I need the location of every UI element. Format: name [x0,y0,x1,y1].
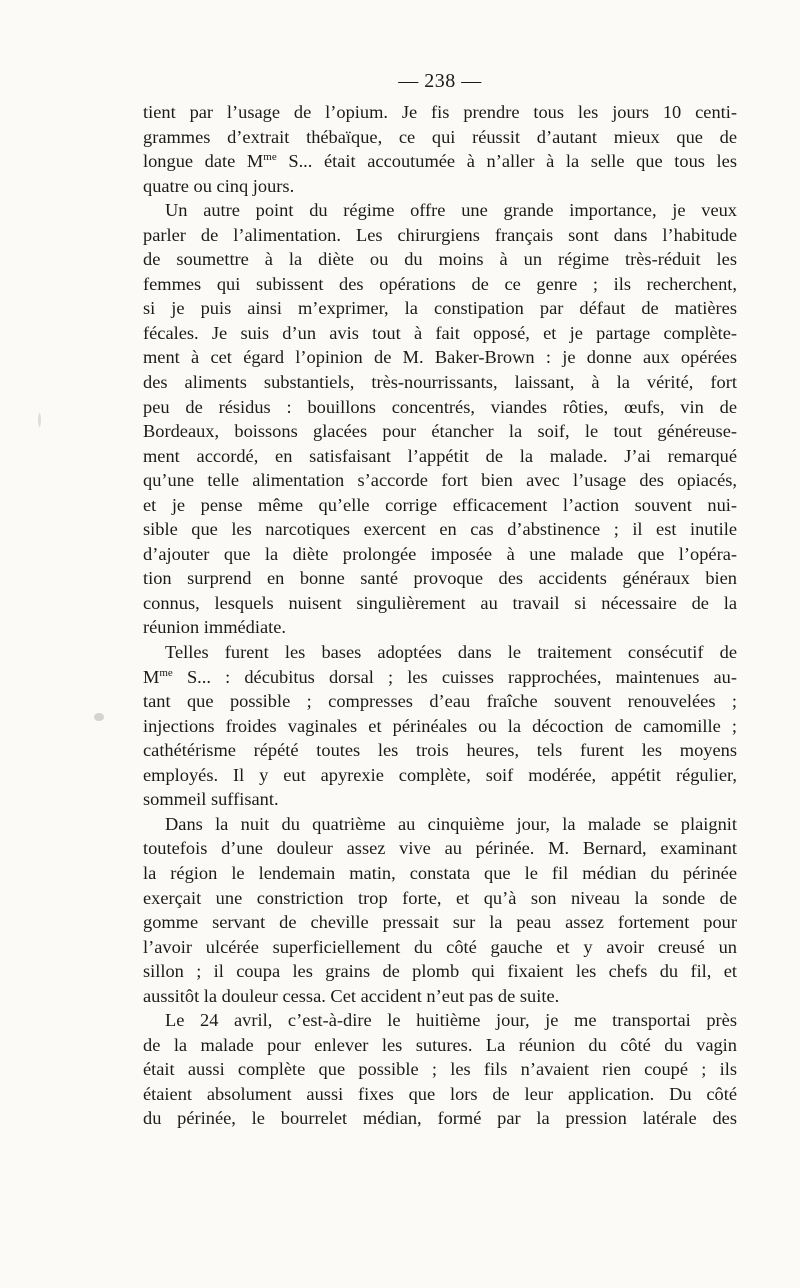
text-line: Bordeaux, boissons glacées pour étancher la soif, le tout généreuse- [143,421,737,442]
text-line: tion surprend en bonne santé provoque des accidents généraux bien [143,568,737,589]
text-line: injections froides vaginales et périnéales ou la décoction de camomille ; [143,715,737,736]
text-line: qu’une telle alimentation s’accorde fort bien avec l’usage des opiacés, [143,470,737,491]
text-fragment: S... : décubitus dorsal ; les cuisses rapprochées, maintenues au- [172,666,737,687]
text-line: ment à cet égard l’opinion de M. Baker-Brown : je donne aux opérées [143,347,737,368]
text-line: et je pense même qu’elle corrige efficacement l’action souvent nui- [143,494,737,515]
text-line: des aliments substantiels, très-nourrissants, laissant, à la vérité, fort [143,372,737,393]
text-line: toutefois d’une douleur assez vive au périnée. M. Bernard, examinant [143,838,737,859]
text-line: étaient absolument aussi fixes que lors de leur application. Du côté [143,1083,737,1104]
text-fragment: M [143,666,160,687]
text-line: Telles furent les bases adoptées dans le traitement consécutif de [165,642,737,663]
text-line: aussitôt la douleur cessa. Cet accident n’eut pas de suite. [143,985,560,1006]
text-line: Un autre point du régime offre une grande importance, je veux [165,200,737,221]
text-line [143,665,737,690]
text-line: parler de l’alimentation. Les chirurgiens français sont dans l’habitude [143,224,737,245]
text-line: Le 24 avril, c’est-à-dire le huitième jour, je me transportai près [165,1010,737,1031]
text-line: quatre ou cinq jours. [143,175,295,196]
text-line: femmes qui subissent des opérations de ce genre ; ils recherchent, [143,273,737,294]
text-line [143,149,737,174]
text-line: de la malade pour enlever les sutures. La réunion du côté du vagin [143,1034,737,1055]
text-line: d’ajouter que la diète prolongée imposée à une malade que l’opéra- [143,543,737,564]
text-line: Dans la nuit du quatrième au cinquième jour, la malade se plaignit [165,813,737,834]
text-line: tient par l’usage de l’opium. Je fis prendre tous les jours 10 centi- [143,102,737,122]
text-line: ment accordé, en satisfaisant l’appétit de la malade. J’ai remarqué [143,445,737,466]
text-line: si je puis ainsi m’exprimer, la constipation par défaut de matières [143,298,737,319]
text-line: du périnée, le bourrelet médian, formé par la pression latérale des [143,1108,737,1129]
text-fragment: longue date M [143,151,264,172]
text-line: sible que les narcotiques exercent en cas d’abstinence ; il est inutile [143,519,737,540]
text-line: de soumettre à la diète ou du moins à un régime très-réduit les [143,249,737,270]
text-line: tant que possible ; compresses d’eau fraîche souvent renouvelées ; [143,691,737,712]
text-line: réunion immédiate. [143,617,286,638]
text-line: grammes d’extrait thébaïque, ce qui réussit d’autant mieux que de [143,126,737,147]
ink-smudge [94,713,104,721]
text-line: sommeil suffisant. [143,789,279,810]
text-line: sillon ; il coupa les grains de plomb qui fixaient les chefs du fil, et [143,961,737,982]
page-number: — 238 — [398,70,482,92]
text-line: fécales. Je suis d’un avis tout à fait opposé, et je partage complète- [143,322,737,343]
text-fragment: S... était accoutumée à n’aller à la selle que tous les [276,151,737,172]
text-line: connus, lesquels nuisent singulièrement au travail si nécessaire de la [143,592,737,613]
ink-smudge [38,413,41,427]
text-line: gomme servant de cheville pressait sur la peau assez fortement pour [143,912,737,933]
text-line: exerçait une constriction trop forte, et qu’à son niveau la sonde de [143,887,737,908]
text-line: employés. Il y eut apyrexie complète, soif modérée, appétit régulier, [143,764,737,785]
text-line: cathétérisme répété toutes les trois heures, tels furent les moyens [143,740,737,761]
superscript: me [263,150,277,163]
text-line: la région le lendemain matin, constata que le fil médian du périnée [143,862,737,883]
text-line: peu de résidus : bouillons concentrés, viandes rôties, œufs, vin de [143,396,737,417]
text-line: était aussi complète que possible ; les fils n’avaient rien coupé ; ils [143,1059,737,1080]
superscript: me [159,666,173,679]
body-text [143,100,737,1131]
text-line: l’avoir ulcérée superficiellement du côté gauche et y avoir creusé un [143,936,737,957]
